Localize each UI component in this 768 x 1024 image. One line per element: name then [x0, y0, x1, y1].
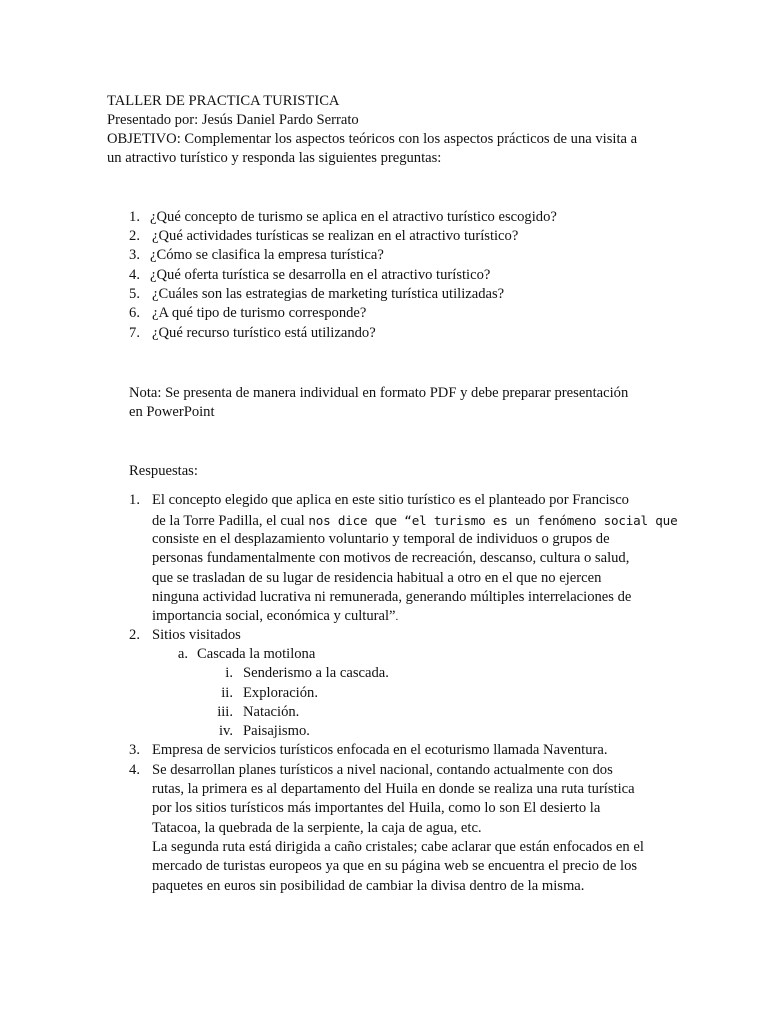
roman-numeral: iii. [217, 704, 233, 720]
question-text: ¿Qué recurso turístico está utilizando? [152, 325, 376, 341]
answer-4-line: paquetes en euros sin posibilidad de cambiar la divisa dentro de la misma. [152, 878, 585, 894]
question-text: ¿A qué tipo de turismo corresponde? [152, 305, 367, 321]
answer-number: 3. [129, 742, 140, 758]
question-number: 6. [129, 305, 140, 321]
activity-item: Exploración. [243, 685, 318, 701]
answers-heading: Respuestas: [129, 463, 198, 479]
answer-1-line [152, 607, 398, 627]
answer-4-line: Se desarrollan planes turísticos a nivel nacional, contando actualmente con dos [152, 762, 613, 778]
answer-number: 2. [129, 627, 140, 643]
answer-4-line: Tatacoa, la quebrada de la serpiente, la caja de agua, etc. [152, 820, 482, 836]
question-text: ¿Qué oferta turística se desarrolla en el atractivo turístico? [150, 267, 491, 283]
note-line-1: Nota: Se presenta de manera individual en formato PDF y debe preparar presentación [129, 385, 629, 401]
objective-line-2: un atractivo turístico y responda las siguientes preguntas: [107, 150, 442, 166]
question-number: 1. [129, 209, 140, 225]
answer-1-line-text: de la Torre Padilla, el cual [152, 513, 309, 529]
note-line-2: en PowerPoint [129, 404, 215, 420]
answer-4-line: por los sitios turísticos más importantes del Huila, como lo son El desierto la [152, 800, 601, 816]
answer-1-line: ninguna actividad lucrativa ni remunerada, generando múltiples interrelaciones de [152, 589, 632, 605]
answer-1-line-text: importancia social, económica y cultural” [152, 608, 396, 624]
answer-1-line: consiste en el desplazamiento voluntario y temporal de individuos o grupos de [152, 531, 610, 547]
activity-item: Senderismo a la cascada. [243, 665, 389, 681]
presenter-line: Presentado por: Jesús Daniel Pardo Serrato [107, 112, 359, 128]
question-number: 3. [129, 247, 140, 263]
question-number: 7. [129, 325, 140, 341]
question-text: ¿Qué concepto de turismo se aplica en el atractivo turístico escogido? [150, 209, 557, 225]
answer-3-text: Empresa de servicios turísticos enfocada en el ecoturismo llamada Naventura. [152, 742, 608, 758]
answer-2-text: Sitios visitados [152, 627, 241, 643]
answer-4-line: mercado de turistas europeos ya que en su página web se encuentra el precio de los [152, 858, 638, 874]
sub-item-letter: a. [177, 646, 188, 662]
answer-1-line: personas fundamentalmente con motivos de recreación, descanso, cultura o salud, [152, 550, 630, 566]
answer-4-line: rutas, la primera es al departamento del Huila en donde se realiza una ruta turística [152, 781, 635, 797]
answer-1-line: El concepto elegido que aplica en este sitio turístico es el planteado por Francisco [152, 492, 629, 508]
answer-1-quote-start: nos dice que “el turismo es un fenómeno social que [308, 513, 678, 528]
activity-item: Natación. [243, 704, 300, 720]
document-title: TALLER DE PRACTICA TURISTICA [107, 93, 340, 109]
question-text: ¿Cuáles son las estrategias de marketing turística utilizadas? [152, 286, 505, 302]
objective-line-1: OBJETIVO: Complementar los aspectos teóricos con los aspectos prácticos de una visita a [107, 131, 638, 147]
roman-numeral: ii. [221, 685, 233, 701]
question-text: ¿Cómo se clasifica la empresa turística? [150, 247, 384, 263]
answer-1-line [152, 511, 677, 531]
question-text: ¿Qué actividades turísticas se realizan en el atractivo turístico? [152, 228, 519, 244]
answer-number: 1. [129, 492, 140, 508]
question-number: 4. [129, 267, 140, 283]
roman-numeral: i. [225, 665, 233, 681]
answer-number: 4. [129, 762, 140, 778]
activity-item: Paisajismo. [243, 723, 310, 739]
question-number: 2. [129, 228, 140, 244]
question-number: 5. [129, 286, 140, 302]
answer-1-line: que se trasladan de su lugar de residencia habitual a otro en el que no ejercen [152, 570, 602, 586]
roman-numeral: iv. [218, 723, 233, 739]
answer-1-period: . [395, 611, 399, 623]
answer-4-line: La segunda ruta está dirigida a caño cristales; cabe aclarar que están enfocados en el [152, 839, 644, 855]
sub-item-text: Cascada la motilona [197, 646, 316, 662]
